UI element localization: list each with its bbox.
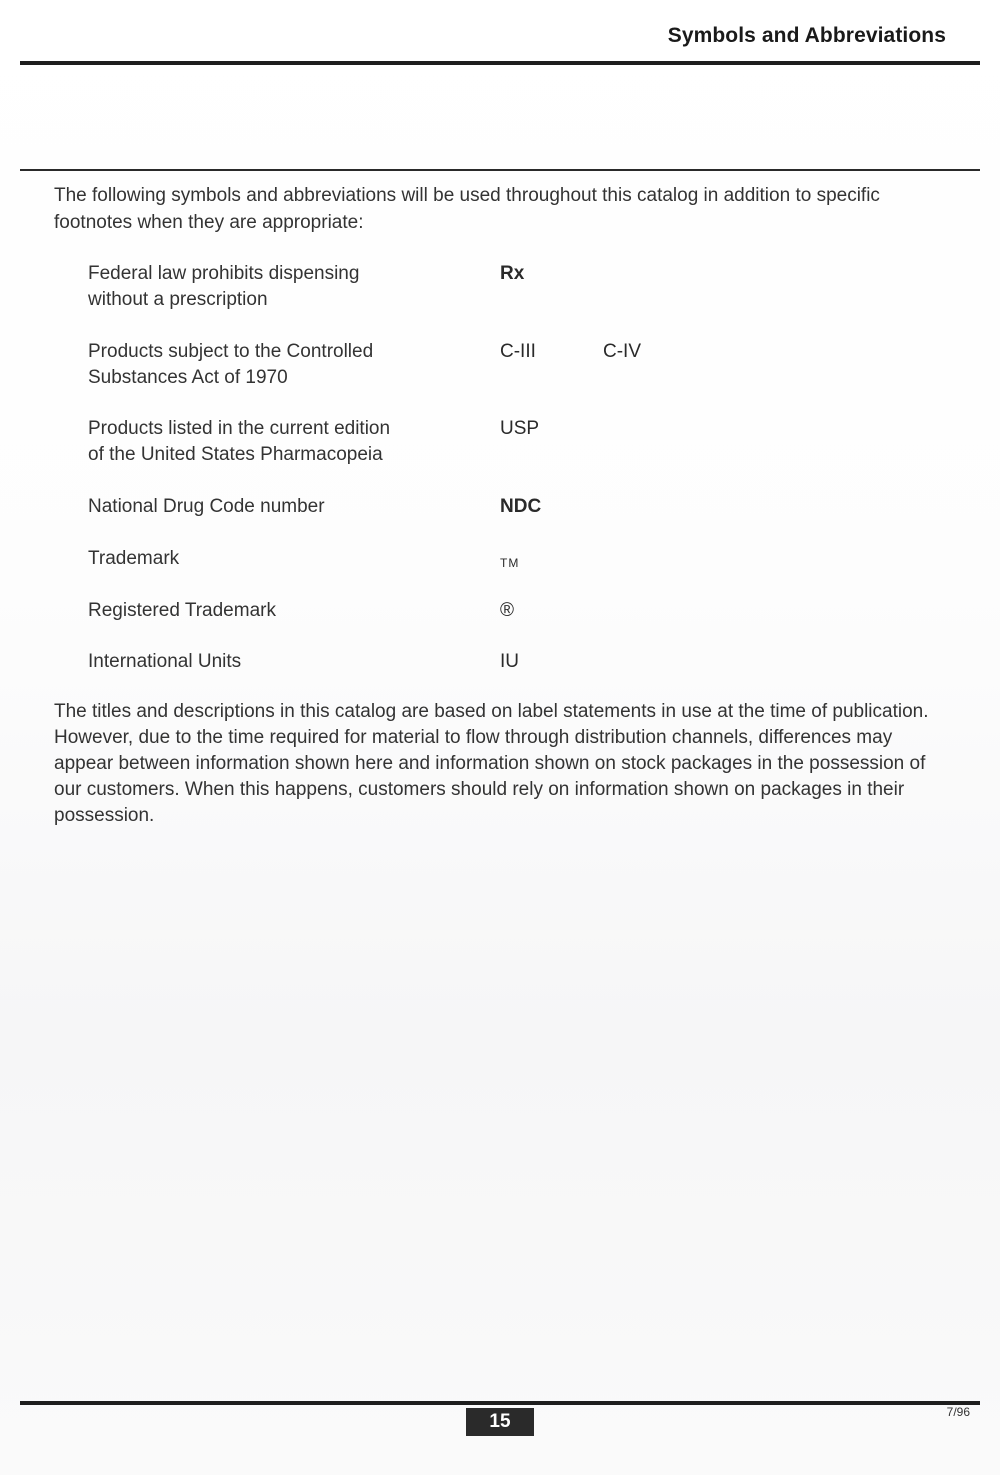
symbol-value-secondary: C-IV [603,341,641,362]
intro-paragraph: The following symbols and abbreviations will be used throughout this catalog in addition to specific footnotes when they are appropriate: [54,185,880,233]
symbol-value: Rx [500,263,525,284]
page-number: 15 [466,1408,534,1436]
symbol-description: Trademark [88,548,180,569]
symbol-description: Products listed in the current edition of the United States Pharmacopeia [88,418,391,465]
footer-rule [20,1401,980,1405]
trademark-icon: TM [500,556,520,570]
symbol-description: National Drug Code number [88,496,325,517]
symbol-description: International Units [88,651,242,672]
page-title: Symbols and Abbreviations [667,24,946,47]
symbol-value: USP [500,418,540,439]
section-rule [20,169,980,171]
symbol-value: IU [500,651,519,672]
symbol-description: Federal law prohibits dispensing without a prescription [88,263,360,310]
closing-paragraph: The titles and descriptions in this catalog are based on label statements in use at the time of publication. However, due to the time required for material to flow through distribution channels, differences may appear between information shown here and information shown on stock packages in the possession of our customers. When this happens, customers should rely on information shown on packages in their possession. [54,701,929,826]
header-rule [20,61,980,65]
registered-icon: ® [500,600,514,621]
symbol-value: C-III [500,341,536,362]
symbol-description: Registered Trademark [88,600,276,621]
symbol-value: NDC [500,496,542,517]
revision-date: 7/96 [946,1405,970,1419]
symbol-description: Products subject to the Controlled Substances Act of 1970 [88,341,374,388]
